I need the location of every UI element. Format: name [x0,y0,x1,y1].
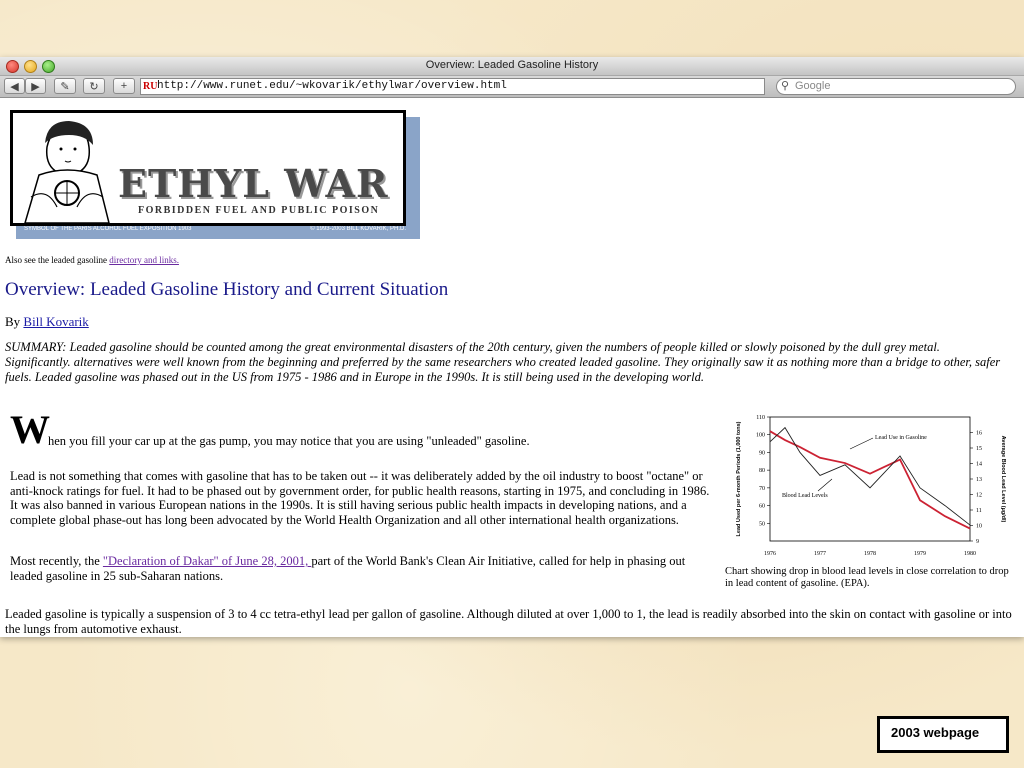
y-right-tick-label: 16 [976,430,982,437]
page-content [0,97,1024,637]
ethyl-war-banner [10,110,406,226]
byline-prefix: By [5,314,24,329]
y-left-axis-label: Lead Used per 6-month Periods (1,000 tons) [736,421,742,537]
annotation-blood-lead: Blood Lead Levels [782,493,828,499]
reload-button[interactable] [83,78,105,94]
add-bookmark-button[interactable] [113,78,135,94]
x-tick-label: 1976 [764,551,776,557]
y-left-tick-label: 70 [759,485,765,492]
url-text: http://www.runet.edu/~wkovarik/ethylwar/overview.html [157,80,507,92]
x-tick-label: 1979 [914,551,926,557]
y-right-tick-label: 12 [976,492,982,499]
banner-subtitle: FORBIDDEN FUEL AND PUBLIC POISON [138,205,380,216]
back-arrow-icon: ◀ [10,80,19,93]
paragraph-lead-history: Lead is not something that comes with gasoline that has to be taken out -- it was deliberately added by the oil industry to boost "octane" or anti-knock ratings for fuel. It had to be phased out by government order, for public health reasons, starting in 1975, and concluding in 1986. It was also banned in various European nations in the 1990s. It is still having serious public health impacts in developing nations, and a complete global phase-out has long been advocated by the World Health Organization and all other international health organizations. [10,469,710,527]
title-bar [0,57,1024,76]
y-right-tick-label: 11 [976,508,982,514]
y-left-tick-label: 90 [759,450,765,457]
annotation-lead-use: Lead Use in Gasoline [875,435,927,441]
window-title: Overview: Leaded Gasoline History [425,59,599,71]
y-right-tick-label: 13 [976,477,982,483]
y-right-tick-label: 10 [976,523,982,530]
series-line-lead-use-in-gasoline [770,431,970,528]
dakar-declaration-link[interactable]: "Declaration of Dakar" of June 28, 2001, [102,554,312,568]
y-left-tick-label: 60 [759,503,765,510]
plot-frame [770,417,970,541]
banner-caption-right: © 1993-2003 BILL KOVARIK, PH.D. [310,226,406,232]
year-badge: 2003 webpage [877,716,1009,753]
site-favicon-icon: RU [143,81,158,92]
y-left-tick-label: 50 [759,521,765,528]
drop-cap: W [10,407,50,452]
pencil-icon: ✎ [60,80,70,93]
browser-toolbar [0,76,1024,98]
page-heading: Overview: Leaded Gasoline History and Current Situation [5,279,449,300]
directory-link[interactable]: directory and links. [109,255,179,265]
y-left-tick-label: 80 [759,468,765,475]
plus-icon: + [120,80,128,92]
search-field[interactable] [776,78,1016,95]
banner-caption-left: SYMBOL OF THE PARIS ALCOHOL FUEL EXPOSITION 1903 [24,226,192,232]
series-line-blood-lead-levels [770,428,970,525]
y-right-tick-label: 14 [976,461,982,468]
paragraph-dakar [10,554,710,583]
annotation-blood-lead-arrow [818,479,832,491]
back-button[interactable] [4,78,25,94]
browser-window [0,57,1024,637]
paragraph-tetraethyl: Leaded gasoline is typically a suspension of 3 to 4 cc tetra-ethyl lead per gallon of gasoline. Although diluted at over 1,000 to 1, the lead is readily absorbed into the skin on contact with gasoline or into the lungs from automotive exhaust. [5,607,1012,636]
y-right-axis-label: Average Blood Lead Level (µg/dl) [1000,435,1006,523]
y-left-tick-label: 100 [756,432,765,439]
search-placeholder: Google [795,80,831,92]
intro-text: hen you fill your car up at the gas pump, you may notice that you are using "unleaded" gasoline. [48,434,530,448]
reload-icon: ↻ [89,80,99,93]
byline [5,314,89,330]
address-bar[interactable] [140,78,765,95]
see-also-text: Also see the leaded gasoline [5,255,110,265]
edit-bookmark-button[interactable] [54,78,76,94]
x-tick-label: 1977 [814,551,826,557]
author-link[interactable]: Bill Kovarik [23,314,89,329]
see-also-line [5,255,179,265]
dakar-suffix: part of the World Bank's Clean Air Initiative, called for help in phasing out leaded gasoline in 25 sub-Saharan nations. [10,554,686,583]
chart-caption: Chart showing drop in blood lead levels in close correlation to drop in lead content of gasoline. (EPA). [725,566,1009,589]
banner-title: ETHYL WAR [118,161,389,206]
lead-chart [730,409,1014,559]
dakar-prefix: Most recently, the [10,554,103,568]
x-tick-label: 1980 [964,551,976,557]
y-right-tick-label: 15 [976,446,982,452]
y-left-tick-label: 110 [756,415,765,421]
summary-paragraph: SUMMARY: Leaded gasoline should be counted among the great environmental disasters of the 20th century, given the numbers of people killed or slowly poisoned by the dull grey metal. Significantly. alternatives were well known from the beginning and preferred by the same researchers who created leaded gasoline. They originally saw it as nothing more than a bridge to other, safer fuels. Leaded gasoline was phased out in the US from 1975 - 1986 and in Europe in the 1990s. It is still being used in the developing world. [5,340,1001,384]
annotation-lead-use-arrow [850,438,873,449]
forward-arrow-icon: ▶ [31,80,40,93]
y-right-tick-label: 9 [976,539,979,545]
woman-illustration-icon [17,117,117,223]
forward-button[interactable] [25,78,46,94]
search-icon: ⚲ [781,80,790,92]
x-tick-label: 1978 [864,551,876,557]
